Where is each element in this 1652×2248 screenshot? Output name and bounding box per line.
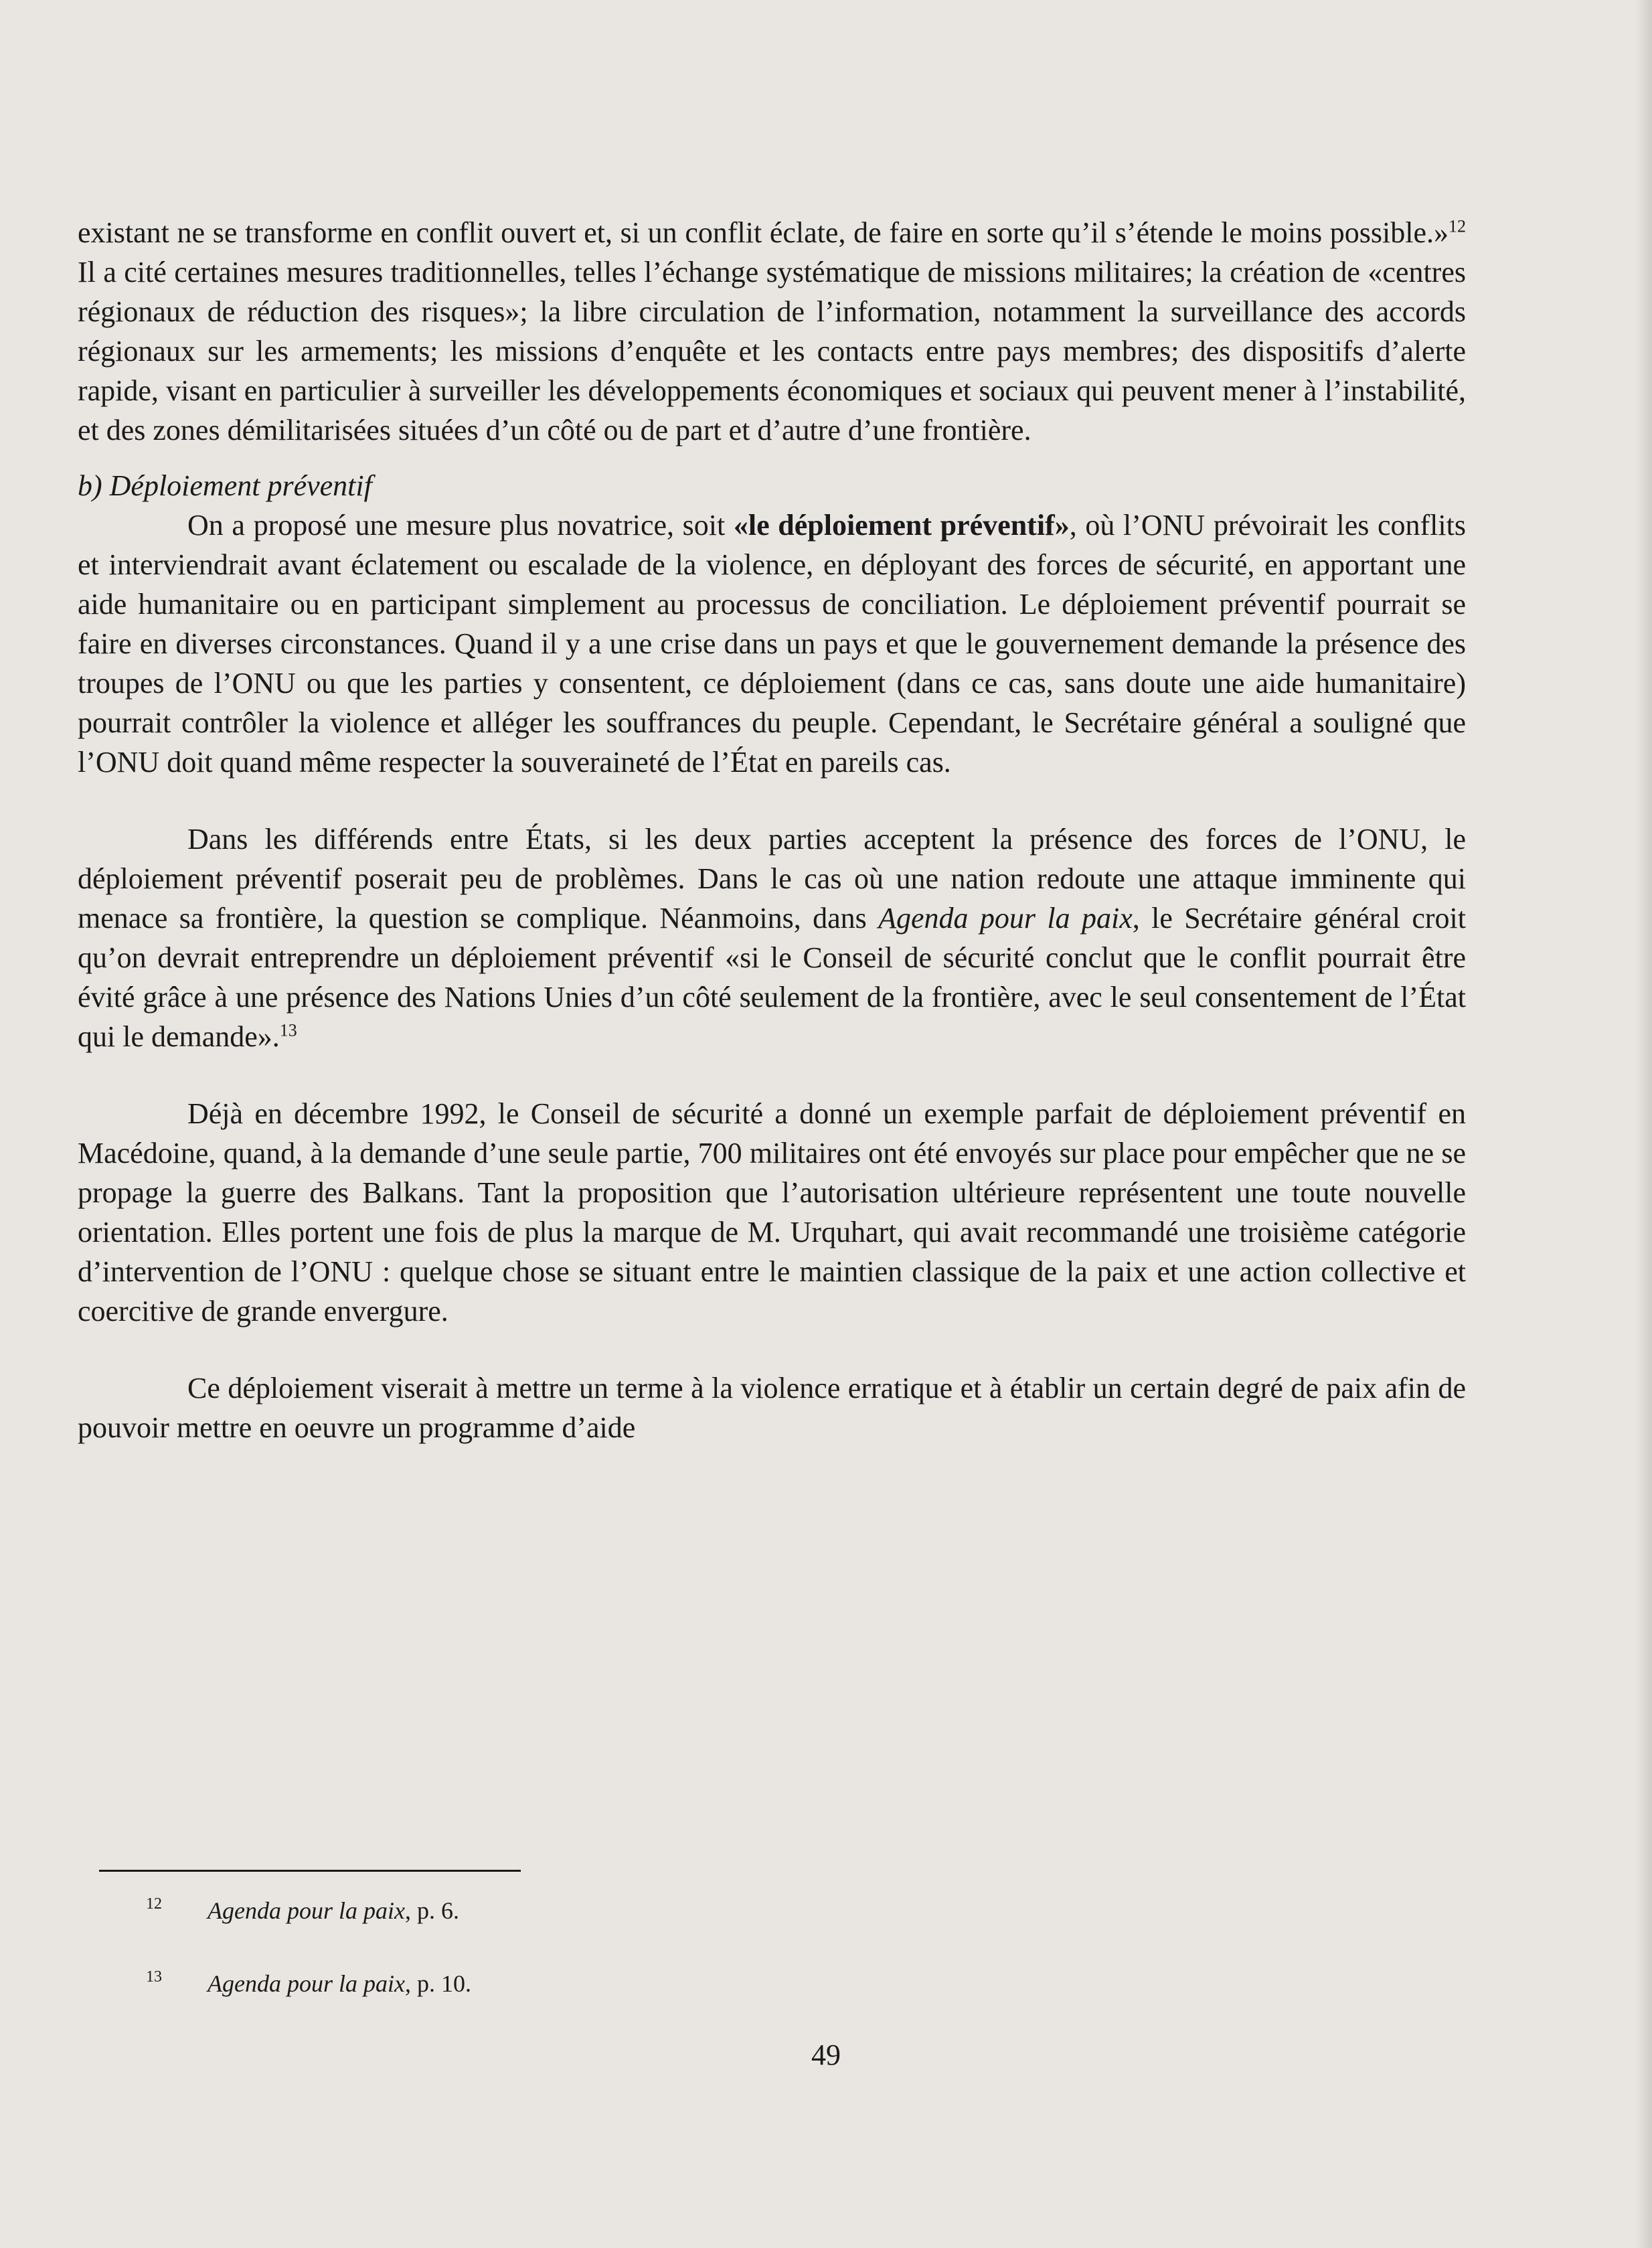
paragraph-2-bold-term: «le déploiement préventif» [733,509,1070,542]
paragraph-3-text-a: Dans les différends entre États, si les deux parties acceptent la présence des forces de l’ONU, le déploiement préventif poserait peu de problèmes. Dans le cas où une nation redoute une attaque imminente qui menace sa frontière, la question se complique. Néanmoins, dans [78,823,1466,935]
paragraph-3-text-b: , le Secrétaire général croit qu’on devrait entreprendre un déploiement préventif «si le Conseil de sécurité conclut que le conflit pourrait être évité grâce à une présence des Nations Unies d’un côté seulement de la frontière, avec le seul consentement de l’État qui le demande». [78,902,1466,1053]
footnote-title: Agenda pour la paix [208,1970,405,1997]
paragraph-2 [78,505,1466,782]
page-edge-shadow [1636,0,1652,2248]
footnote-text [150,1896,459,1925]
footnote-12 [146,1895,459,1925]
paragraph-2-text-b: , où l’ONU prévoirait les conflits et interviendrait avant éclatement ou escalade de la violence, en déployant des forces de sécurité, en apportant une aide humanitaire ou en participant simplement au processus de conciliation. Le déploiement préventif pourrait se faire en diverses circonstances. Quand il y a une crise dans un pays et que le gouvernement demande la présence des troupes de l’ONU ou que les parties y consentent, ce déploiement (dans ce cas, sans doute une aide humanitaire) pourrait contrôler la violence et alléger les souffrances du peuple. Cependant, le Secrétaire général a souligné que l’ONU doit quand même respecter la souveraineté de l’État en pareils cas. [78,509,1466,779]
footnote-divider [99,1870,521,1872]
footnote-title: Agenda pour la paix [208,1897,405,1924]
paragraph-3 [78,819,1466,1056]
section-heading: b) Déploiement préventif [78,469,372,502]
paragraph-4: Déjà en décembre 1992, le Conseil de sécurité a donné un exemple parfait de déploiement préventif en Macédoine, quand, à la demande d’une seule partie, 700 militaires ont été envoyés sur place pour empêcher que ne se propage la guerre des Balkans. Tant la proposition que l’autorisation ultérieure représentent une toute nouvelle orientation. Elles portent une fois de plus la marque de M. Urquhart, qui avait recommandé une troisième catégorie d’intervention de l’ONU : quelque chose se situant entre le maintien classique de la paix et une action collective et coercitive de grande envergure. [78,1097,1466,1328]
footnote-number: 13 [146,1968,162,1986]
footnote-ref-12[interactable]: 12 [1449,216,1466,236]
paragraph-1-text-a: existant ne se transforme en conflit ouvert et, si un conflit éclate, de faire en sorte qu’il s’étende le moins possible.» [78,216,1449,249]
page-number: 49 [811,2038,841,2071]
footnote-number: 12 [146,1895,162,1913]
body-text [78,213,1466,1447]
paragraph-2-text-a: On a proposé une mesure plus novatrice, soit [187,509,734,542]
footnote-ref-13[interactable]: 13 [279,1020,297,1040]
footnote-page: , p. 10. [404,1970,471,1997]
footnote-page: , p. 6. [404,1897,459,1924]
paragraph-5: Ce déploiement viserait à mettre un terme à la violence erratique et à établir un certain degré de paix afin de pouvoir mettre en oeuvre un programme d’aide [78,1372,1466,1444]
paragraph-3-italic-title: Agenda pour la paix [878,902,1133,935]
footnote-text [150,1969,471,1998]
footnote-13 [146,1968,471,1998]
paragraph-1 [78,213,1466,450]
paragraph-1-text-b: Il a cité certaines mesures traditionnelles, telles l’échange systématique de missions militaires; la création de «centres régionaux de réduction des risques»; la libre circulation de l’information, notamment la surveillance des accords régionaux sur les armements; les missions d’enquête et les contacts entre pays membres; des dispositifs d’alerte rapide, visant en particulier à surveiller les développements économiques et sociaux qui peuvent mener à l’instabilité, et des zones démilitarisées situées d’un côté ou de part et d’autre d’une frontière. [78,256,1466,447]
